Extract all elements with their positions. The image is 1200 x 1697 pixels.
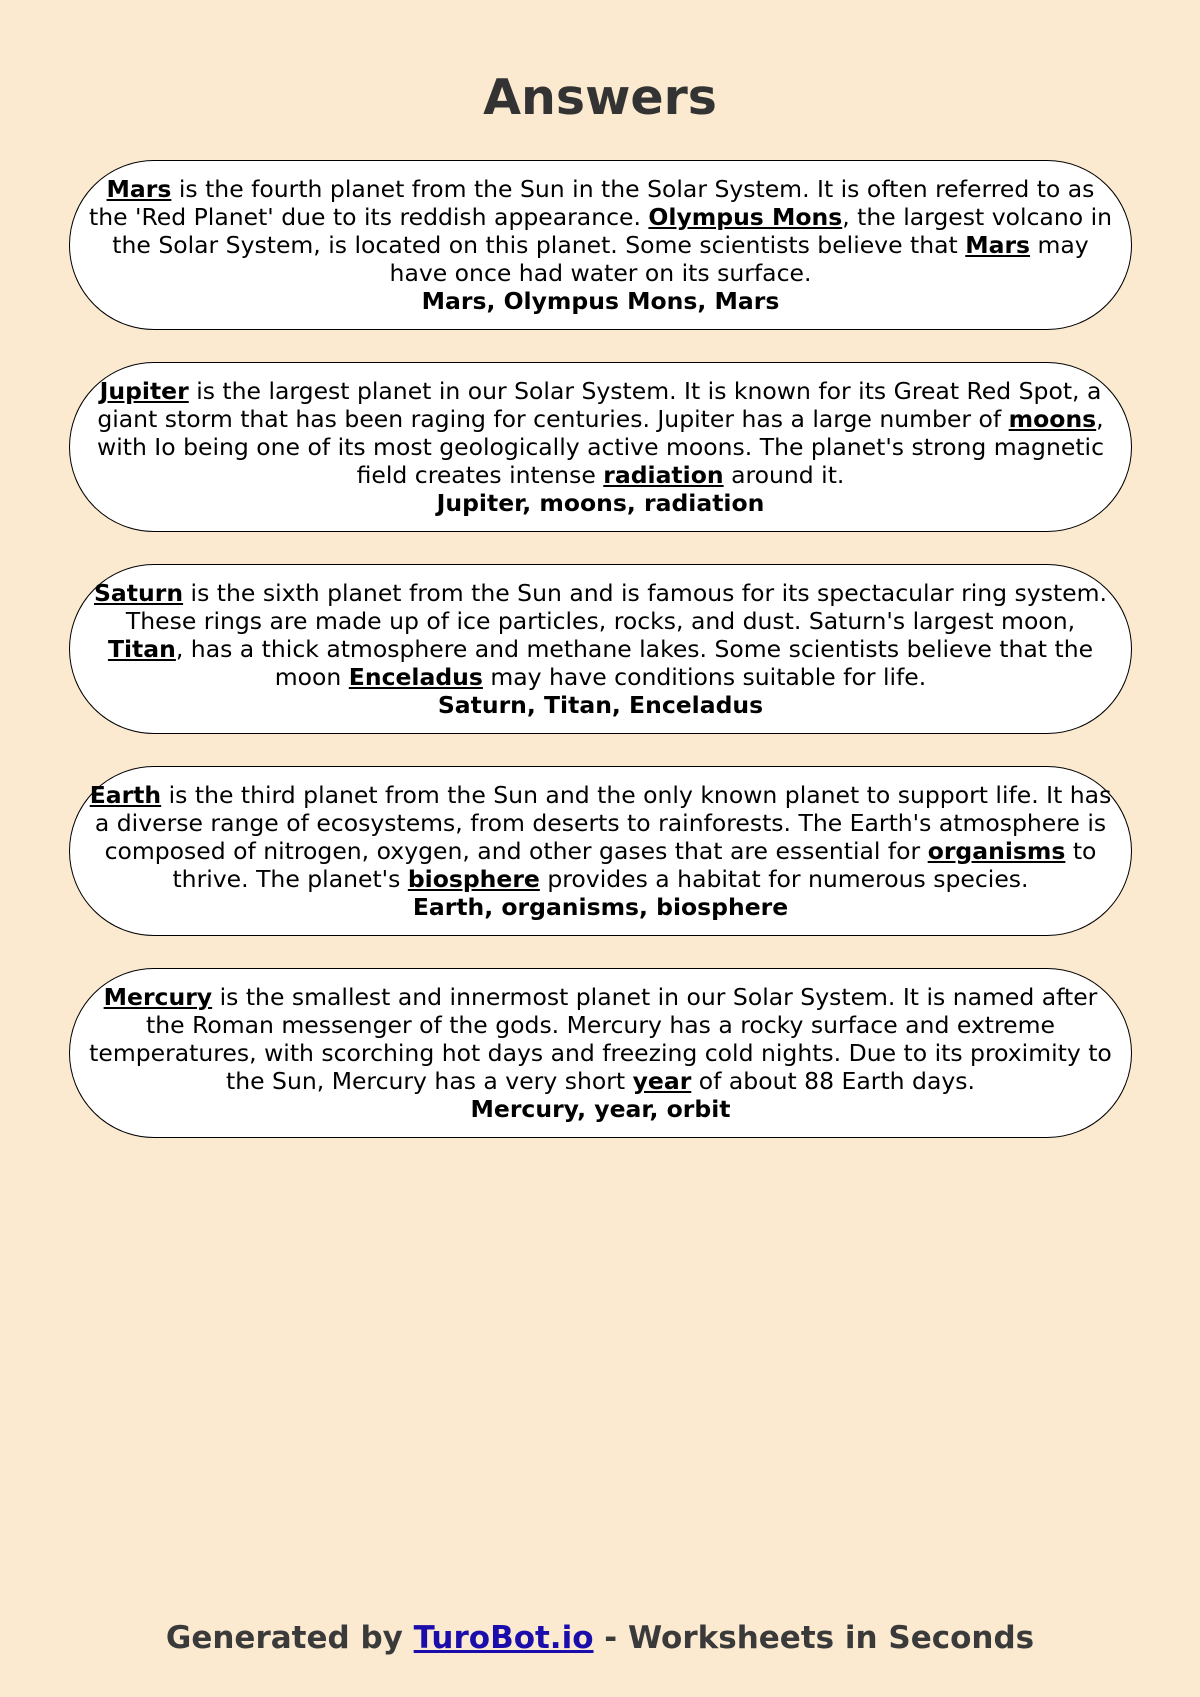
card-paragraph: Mercury is the smallest and innermost planet in our Solar System. It is named after the Roman messenger of the gods. Mercury has a rocky surface and extreme temperatures, with scorching hot days and freezing cold nights. Due to its proximity to the Sun, Mercury has a very short year of about 88 Earth days. — [89, 983, 1112, 1095]
underlined-term: Titan — [107, 635, 176, 663]
underlined-term: Mars — [965, 231, 1031, 259]
answer-card-mercury — [69, 968, 1132, 1138]
footer-prefix: Generated by — [165, 1620, 414, 1656]
answer-key: Jupiter, moons, radiation — [436, 489, 765, 517]
underlined-term: biosphere — [407, 865, 540, 893]
card-paragraph: Saturn is the sixth planet from the Sun and is famous for its spectacular ring system. These rings are made up of ice particles, rocks, and dust. Saturn's largest moon, Titan, has a thick atmosphere and methane lakes. Some scientists believe that the moon Enceladus may have conditions suitable for life. — [94, 579, 1107, 691]
card-paragraph: Earth is the third planet from the Sun and the only known planet to support life. It has a diverse range of ecosystems, from deserts to rainforests. The Earth's atmosphere is composed of nitrogen, oxygen, and other gases that are essential for organisms to thrive. The planet's biosphere provides a habitat for numerous species. — [89, 781, 1112, 893]
underlined-term: Mars — [106, 175, 172, 203]
answer-key: Mars, Olympus Mons, Mars — [421, 287, 780, 315]
answer-key: Mercury, year, orbit — [470, 1095, 731, 1123]
turobot-link[interactable]: TuroBot.io — [413, 1620, 594, 1656]
underlined-term: Saturn — [94, 579, 184, 607]
underlined-term: radiation — [603, 461, 724, 489]
underlined-term: Olympus Mons — [648, 203, 843, 231]
underlined-term: Mercury — [103, 983, 213, 1011]
card-paragraph: Jupiter is the largest planet in our Solar System. It is known for its Great Red Spot, a giant storm that has been raging for centuries. Jupiter has a large number of moons, with Io being one of its most geologically active moons. The planet's strong magnetic field creates intense radiation around it. — [96, 377, 1104, 489]
footer-suffix: - Worksheets in Seconds — [593, 1620, 1035, 1656]
underlined-term: Enceladus — [348, 663, 483, 691]
page-title: Answers — [483, 69, 717, 126]
answer-key: Saturn, Titan, Enceladus — [437, 691, 764, 719]
underlined-term: moons — [1008, 405, 1097, 433]
underlined-term: Jupiter — [99, 377, 189, 405]
answer-card-jupiter — [69, 362, 1132, 532]
answer-card-mars — [69, 160, 1132, 330]
footer — [0, 1614, 1200, 1662]
answer-card-earth — [69, 766, 1132, 936]
card-paragraph: Mars is the fourth planet from the Sun in the Solar System. It is often referred to as the 'Red Planet' due to its reddish appearance. Olympus Mons, the largest volcano in the Solar System, is located on this planet. Some scientists believe that Mars may have once had water on its surface. — [89, 175, 1112, 287]
answer-cards — [69, 160, 1132, 1170]
underlined-term: year — [632, 1067, 692, 1095]
answer-card-saturn — [69, 564, 1132, 734]
underlined-term: organisms — [927, 837, 1066, 865]
underlined-term: Earth — [89, 781, 162, 809]
answer-key: Earth, organisms, biosphere — [412, 893, 789, 921]
